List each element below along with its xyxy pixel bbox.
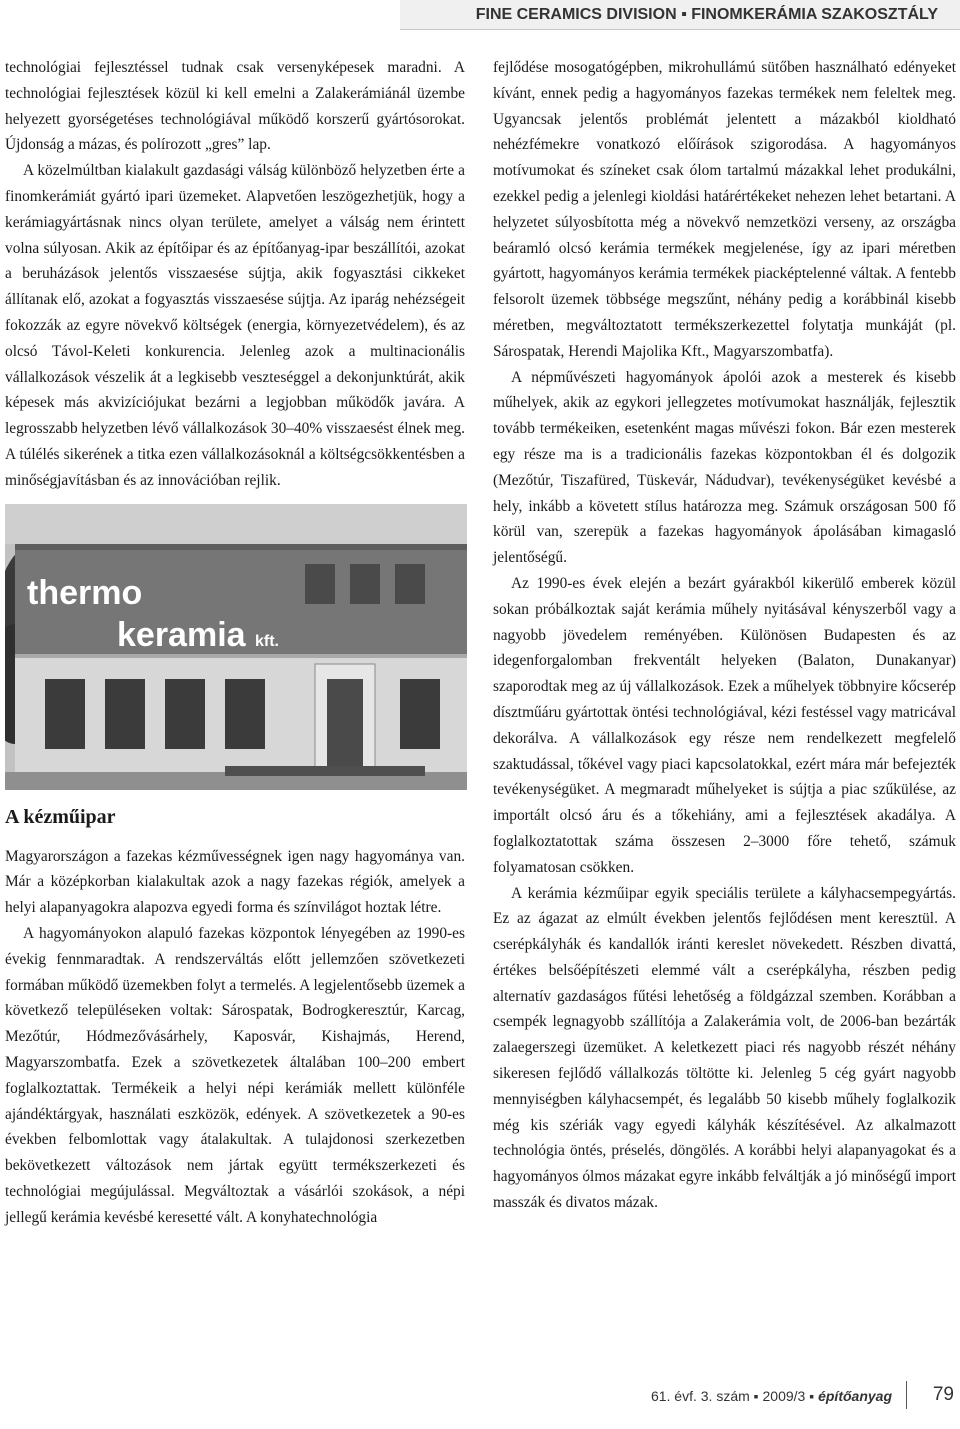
sign-text-thermo: thermo bbox=[27, 573, 143, 612]
paragraph: fejlődése mosogatógépben, mikrohullámú sütőben használható edényeket kívánt, ennek pedig a hagyományos fazekas termékek nem feleltek meg. Ugyancsak jelentős problémát jelentett a mázakból kioldható nehézfémekre vonatkozó előírások szigorodása. A hagyományos motívumokat és színeket csak ólom tartalmú mázakkal lehet produkálni, ezekkel pedig a jelenlegi kioldási határértékeket nehezen lehet betartani. A helyzetet súlyosbította még a növekvő nemzetközi verseny, az országba beáramló olcsó kerámia termékek megjelenése, így az ipari méretben gyártott, hagyományos kerámia termékek piacképtelenné váltak. A fentebb felsorolt üzemek többsége megszűnt, néhány pedig a korábbinál kisebb méretben, megváltoztatott termékszerkezettel folytatja munkáját (pl. Sárospatak, Herendi Majolika Kft., Magyarszombatfa). bbox=[493, 59, 956, 360]
sign-text-kft: kft. bbox=[255, 632, 279, 650]
paragraph: A közelmúltban kialakult gazdasági válság különböző helyzetben érte a finomkerámiát gyártó ipari üzemeket. Alapvetően leszögezhetjük, hogy a kerámiagyártásnak nincs olyan területe, amelyet a válság nem érintett volna súlyosan. Akik az építőipar és az építőanyag-ipar beszállítói, azokat a beruházások jelentős visszaesése sújtja, akik fogyasztási cikkeket állítanak elő, azokat a fogyasztás visszaesése sújtja. Az iparág nehézségeit fokozzák az egyre növekvő költségek (energia, környezetvédelem), és az olcsó Távol-Keleti konkurencia. Jelenleg azok a multinacionális vállalkozások vészelik át a legkisebb veszteséggel a dekonjunktúrát, akik képesek más akvizíciójukat bezárni a legjobban működők javára. A legrosszabb helyzetben lévő vállalkozások 30–40% visszaesést élnek meg. A túlélés sikerének a titka ezen vállalkozásoknál a költségcsökkentésben a minőségjavításban és az innovációban rejlik. bbox=[5, 162, 465, 489]
paragraph: A kerámia kézműipar egyik speciális területe a kályhacsempegyártás. Ez az ágazat az elmúlt években jelentős fejlődésen ment keresztül. A cserépkályhák és kandallók iránti kereslet növekedett. Részben divattá, értékes belsőépítészeti elemmé vált a cserépkályha, részben pedig alternatív gazdaságos fűtési lehetőség a földgázzal szemben. Korábban a csempék legnagyobb szállítója a Zalakerámia volt, de 2006-ban bezárták zalaegerszegi üzemüket. A keletkezett piaci rés nagyobb részét néhány sikeresen fejlődő vállalkozás töltötte ki. Jelenleg 5 cég gyárt nagyobb mennyiségben kályhacsempét, és legalább 50 kisebb műhely foglalkozik még kis szériák vagy egyedi kályhák készítésével. Az alkalmazott technológia öntés, préselés, döngölés. A korábbi helyi alapanyagokat és a hagyományos ólmos mázakat egyre inkább felváltják a jó minőségű import masszák és divatos mázak. bbox=[493, 884, 956, 1212]
section-title: A kézműipar bbox=[5, 805, 116, 828]
journal-name: építőanyag bbox=[818, 1388, 892, 1404]
issue-info bbox=[651, 1388, 892, 1404]
paragraph: technológiai fejlesztéssel tudnak csak versenyképesek maradni. A technológiai fejlesztések közül ki kell emelni a Zalakerámiánál üzembe helyezett gyorségetéses technológiával működő korszerű gyártósorokat. Újdonság a mázas, és polírozott „gres” lap. bbox=[5, 59, 465, 154]
sign-text-keramia: keramia bbox=[117, 615, 246, 654]
page-number: 79 bbox=[932, 1384, 954, 1405]
factory-photo bbox=[5, 504, 467, 790]
building-illustration bbox=[5, 504, 467, 790]
paragraph: A népművészeti hagyományok ápolói azok a mesterek és kisebb műhelyek, akik az egykori jellegzetes motívumokat használják, fejlesztik tovább termékeiken, esetenként magas művészi fokon. Bár ezen mesterek egy része ma is a tradicionális fazekas központokban él és dolgozik (Mezőtúr, Tiszafüred, Tüskevár, Nádudvar), tevékenységüket kevésbé a hely, inkább a követett stílus határozza meg. Számuk országosan 500 fő körül van, szerepük a fazekas hagyományok ápolásában kimagasló jelentőségű. bbox=[493, 368, 956, 567]
right-column bbox=[493, 55, 956, 1216]
footer-divider bbox=[906, 1381, 907, 1409]
running-header: FINE CERAMICS DIVISION ▪ FINOMKERÁMIA SZAKOSZTÁLY bbox=[400, 0, 960, 30]
left-column bbox=[5, 55, 465, 1231]
page-footer bbox=[0, 1381, 960, 1411]
paragraph: Magyarországon a fazekas kézművességnek igen nagy hagyománya van. Már a középkorban kialakultak azok a nagy fazekas régiók, amelyek a helyi alapanyagokra alapozva egyedi forma és színvilágot hoztak létre. bbox=[5, 847, 465, 917]
paragraph: Az 1990-es évek elején a bezárt gyárakból kikerülő emberek közül sokan próbálkoztak saját kerámia műhely nyitásával kényszerből vagy a nagyobb jövedelem reményében. Különösen Budapesten és az idegenforgalomban frekventált helyeken (Balaton, Dunakanyar) szaporodtak meg az új vállalkozások. Ezek a műhelyek többnyire kőcserép dísztműáru gyártottak öntési technológiával, kézi festéssel vagy matricával dekorálva. A vállalkozások egy része nem rendelkezett megfelelő szaktudással, tőkével vagy piaci kapcsolatokkal, ezért mára már befejezték tevékenységüket. A megmaradt műhelyeket is sújtja a piac szűkülése, az importált olcsó áru és a tőkehiány, ami a fejlesztések akadálya. A foglalkoztatottak száma összesen 2–3000 főre tehető, számuk folyamatosan csökken. bbox=[493, 574, 956, 876]
paragraph: A hagyományokon alapuló fazekas központok lényegében az 1990-es évekig fennmaradtak. A rendszerváltás előtt jellemzően szövetkezeti formában működő üzemekben folyt a termelés. A legjelentősebb üzemek a következő településeken voltak: Sárospatak, Bodrogkeresztúr, Karcag, Mezőtúr, Hódmezővásárhely, Kaposvár, Kishajmás, Herend, Magyarszombatfa. Ezek a szövetkezetek általában 100–200 embert foglalkoztattak. Termékeik a helyi népi kerámiák mellett különféle ajándéktárgyak, használati eszközök, edények. A szövetkezetek a 90-es években felbomlottak vagy átalakultak. A tulajdonosi szerkezetben bekövetkezett változások nem jártak együtt termékszerkezeti és technológiai megújulással. Megváltoztak a vásárlói szokások, a népi jellegű kerámia kevésbé keresetté vált. A konyhatechnológia bbox=[5, 924, 465, 1226]
issue-number: 61. évf. 3. szám ▪ 2009/3 ▪ bbox=[650, 1388, 815, 1404]
